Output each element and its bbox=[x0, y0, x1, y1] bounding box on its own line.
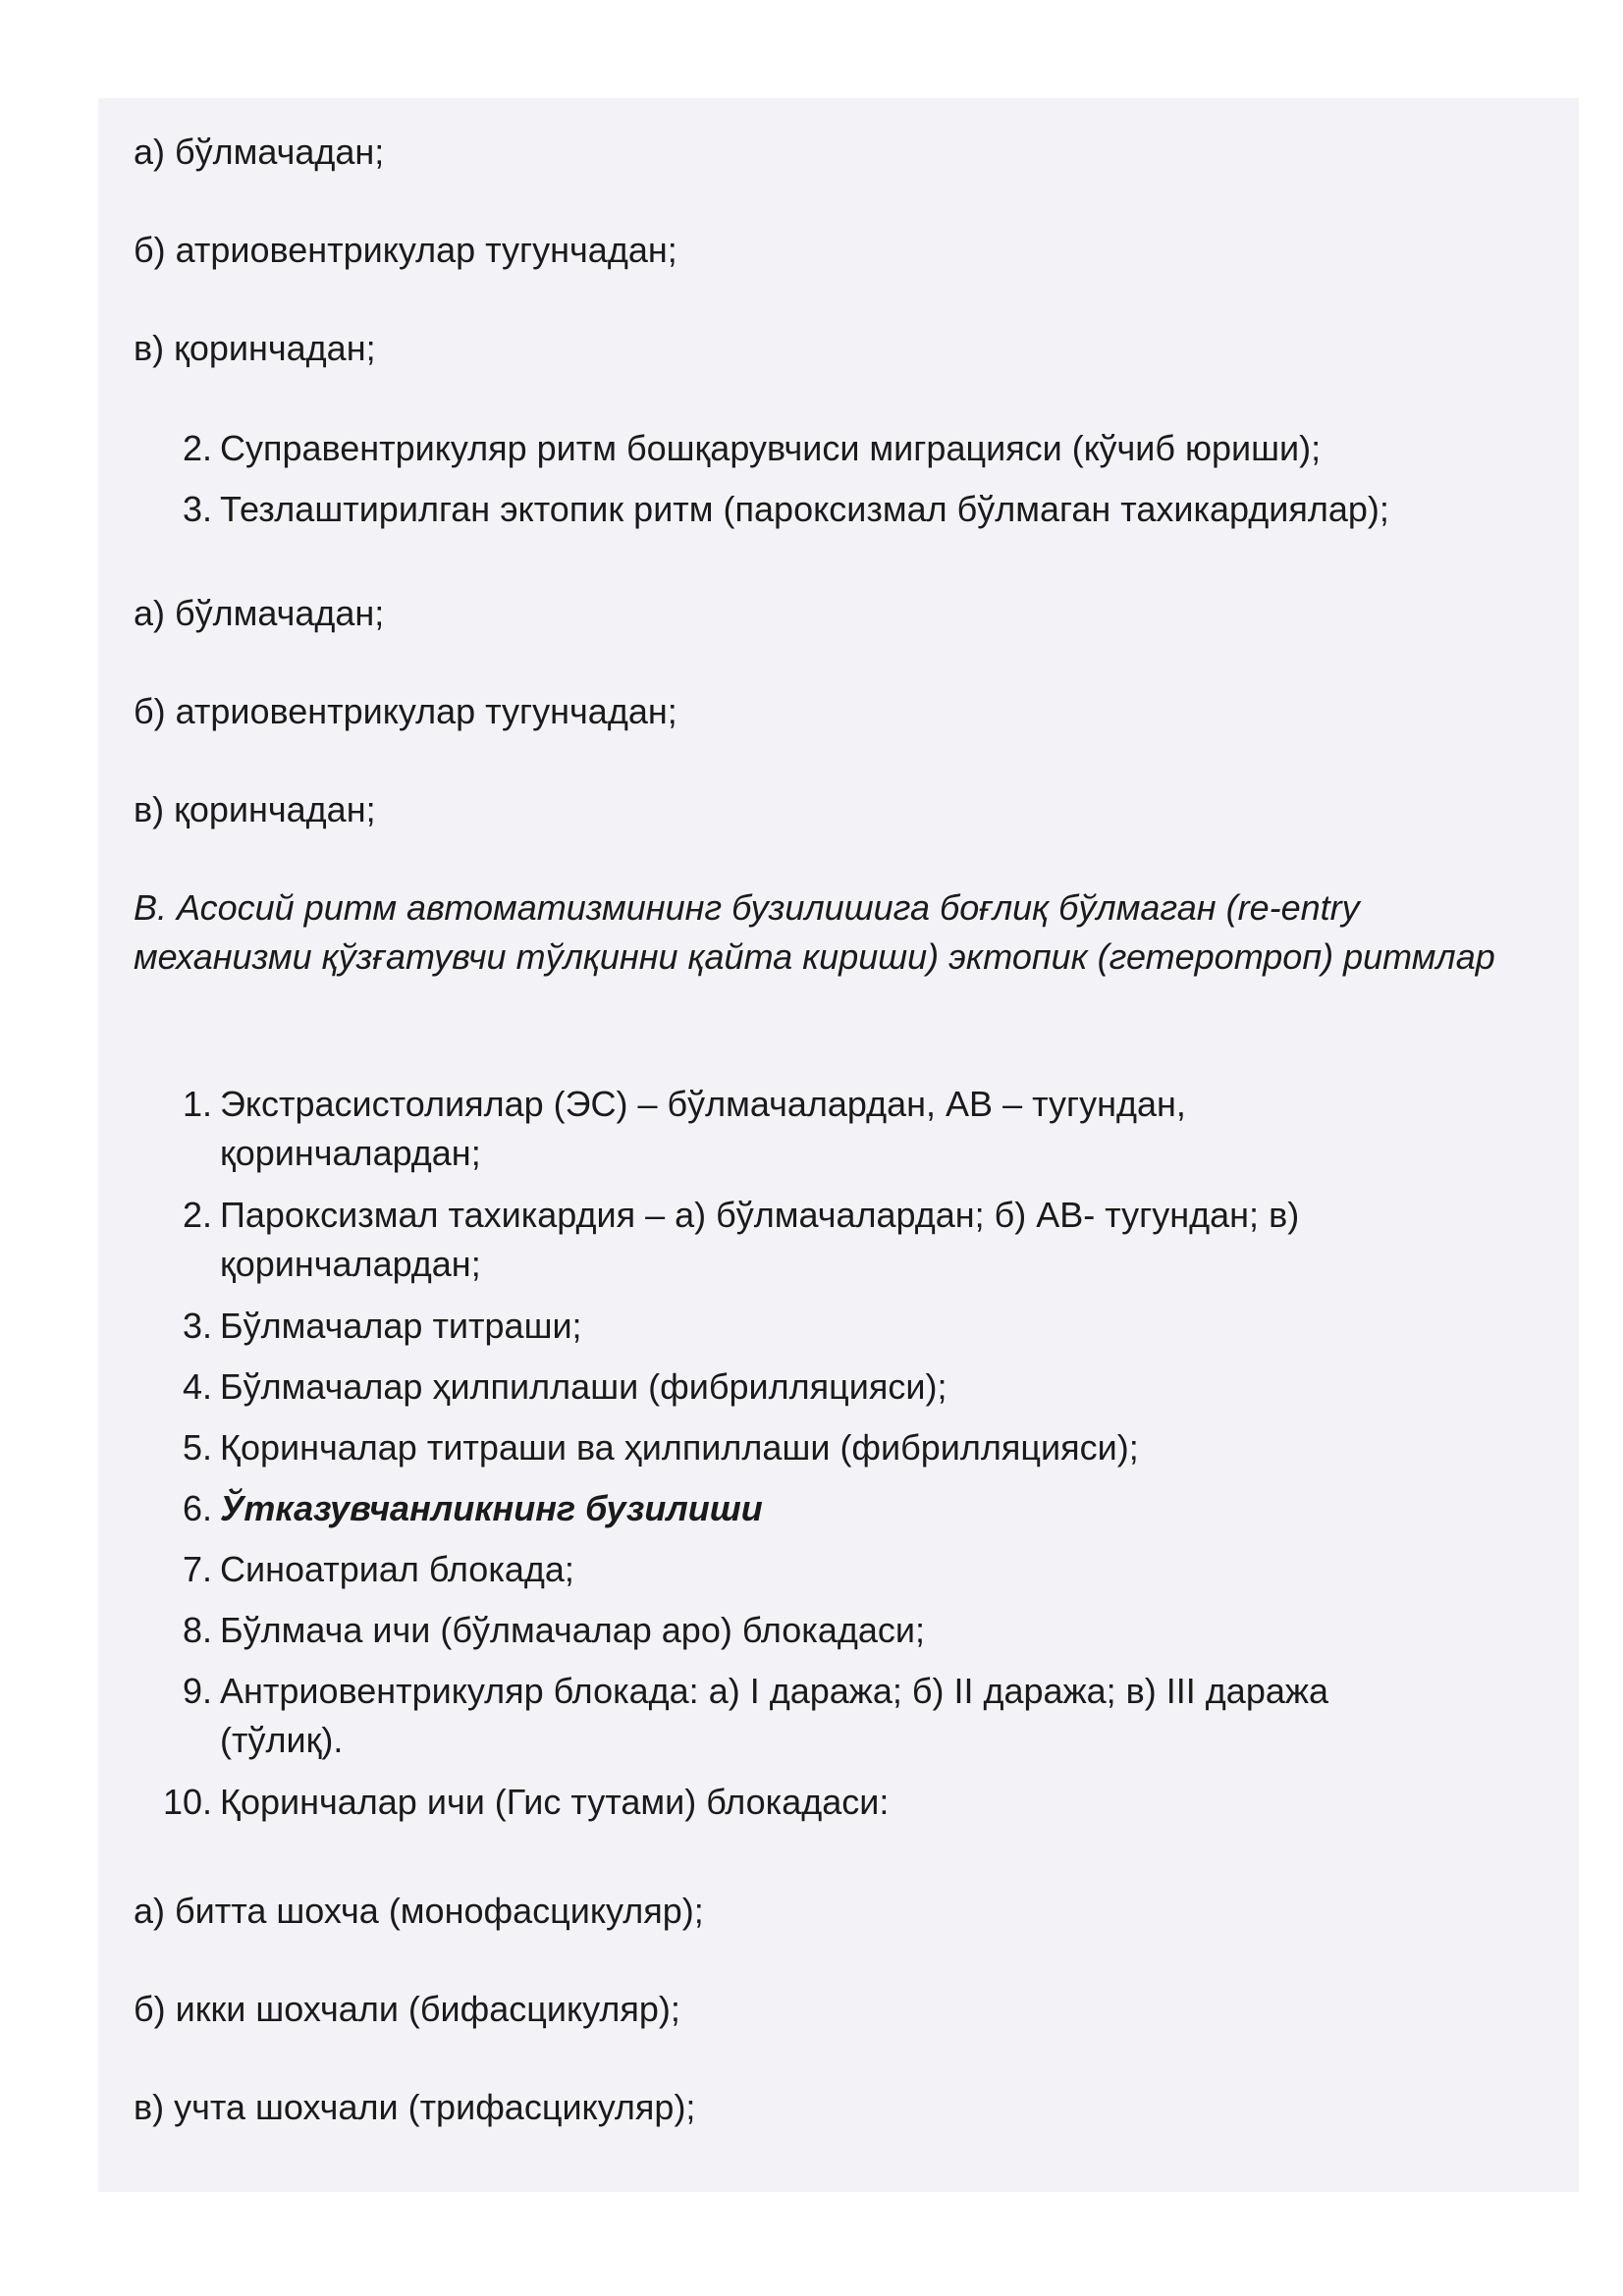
list-item bbox=[134, 1191, 1547, 1302]
list-item-number: 5. bbox=[182, 1427, 212, 1468]
list-item bbox=[134, 1778, 1547, 1839]
subitem-b: б) икки шохчали (бифасцикуляр); bbox=[134, 1989, 680, 2029]
subitem-a: а) бўлмачадан; bbox=[134, 593, 385, 633]
list-item-number: 8. bbox=[182, 1610, 212, 1650]
list-item-number: 4. bbox=[182, 1366, 212, 1407]
list-item bbox=[134, 1667, 1547, 1778]
list-item-number: 1. bbox=[182, 1084, 212, 1124]
subitem-c: в) учта шохчали (трифасцикуляр); bbox=[134, 2087, 696, 2127]
list-item-text: Қоринчалар титраши ва ҳилпиллаши (фибрилляцияси); bbox=[220, 1427, 1139, 1468]
list-item-number: 3. bbox=[182, 1306, 212, 1346]
list-item-text: Ўтказувчанликнинг бузилиши bbox=[220, 1488, 763, 1528]
numbered-list-1 bbox=[134, 424, 1547, 546]
list-item-text: Бўлмачалар титраши; bbox=[220, 1306, 582, 1346]
list-item-text: Экстрасистолиялар (ЭС) – бўлмачалардан, АВ – тугундан, қоринчалардан; bbox=[220, 1084, 1186, 1173]
list-item-text: Қоринчалар ичи (Гис тутами) блокадаси: bbox=[220, 1782, 890, 1822]
list-item-text: Суправентрикуляр ритм бошқарувчиси миграцияси (кўчиб юриши); bbox=[220, 428, 1322, 468]
document-panel bbox=[98, 98, 1579, 2192]
list-item-number: 2. bbox=[182, 428, 212, 468]
list-item bbox=[134, 1302, 1547, 1362]
list-item bbox=[134, 424, 1547, 485]
list-item-text: Бўлмачалар ҳилпиллаши (фибрилляцияси); bbox=[220, 1366, 947, 1407]
list-item-text: Синоатриал блокада; bbox=[220, 1549, 574, 1589]
subitem-a: а) битта шохча (монофасцикуляр); bbox=[134, 1891, 704, 1931]
list-item-number: 6. bbox=[182, 1488, 212, 1528]
list-item bbox=[134, 1362, 1547, 1423]
list-item bbox=[134, 1545, 1547, 1606]
list-item-text: Тезлаштирилган эктопик ритм (пароксизмал бўлмаган тахикардиялар); bbox=[220, 489, 1389, 529]
list-item-number: 7. bbox=[182, 1549, 212, 1589]
list-item-number: 3. bbox=[182, 489, 212, 529]
list-item-number: 9. bbox=[182, 1671, 212, 1711]
list-item-text: Бўлмача ичи (бўлмачалар аро) блокадаси; bbox=[220, 1610, 925, 1650]
list-item bbox=[134, 1484, 1547, 1545]
list-item bbox=[134, 1606, 1547, 1667]
subitem-c: в) қоринчадан; bbox=[134, 789, 376, 829]
list-item bbox=[134, 1423, 1547, 1484]
section-heading-b: В. Асосий ритм автоматизмининг бузилишига боғлиқ бўлмаган (re-entry механизми қўзғатувчи тўлқинни қайта кириши) эктопик (гетеротроп) ритмлар bbox=[134, 887, 1495, 977]
list-item-text: Антриовентрикуляр блокада: а) I даража; б) II даража; в) III даража (тўлиқ). bbox=[220, 1671, 1328, 1760]
list-item bbox=[134, 1080, 1547, 1191]
list-item-number: 2. bbox=[182, 1195, 212, 1235]
list-item bbox=[134, 485, 1547, 546]
list-item-text: Пароксизмал тахикардия – а) бўлмачалардан; б) АВ- тугундан; в) қоринчалардан; bbox=[220, 1195, 1300, 1284]
list-item-number: 10. bbox=[162, 1782, 212, 1822]
subitem-c: в) қоринчадан; bbox=[134, 328, 376, 368]
subitem-b: б) атриовентрикулар тугунчадан; bbox=[134, 691, 677, 731]
numbered-list-2 bbox=[134, 1080, 1547, 1839]
subitem-b: б) атриовентрикулар тугунчадан; bbox=[134, 230, 677, 270]
subitem-a: а) бўлмачадан; bbox=[134, 132, 385, 172]
